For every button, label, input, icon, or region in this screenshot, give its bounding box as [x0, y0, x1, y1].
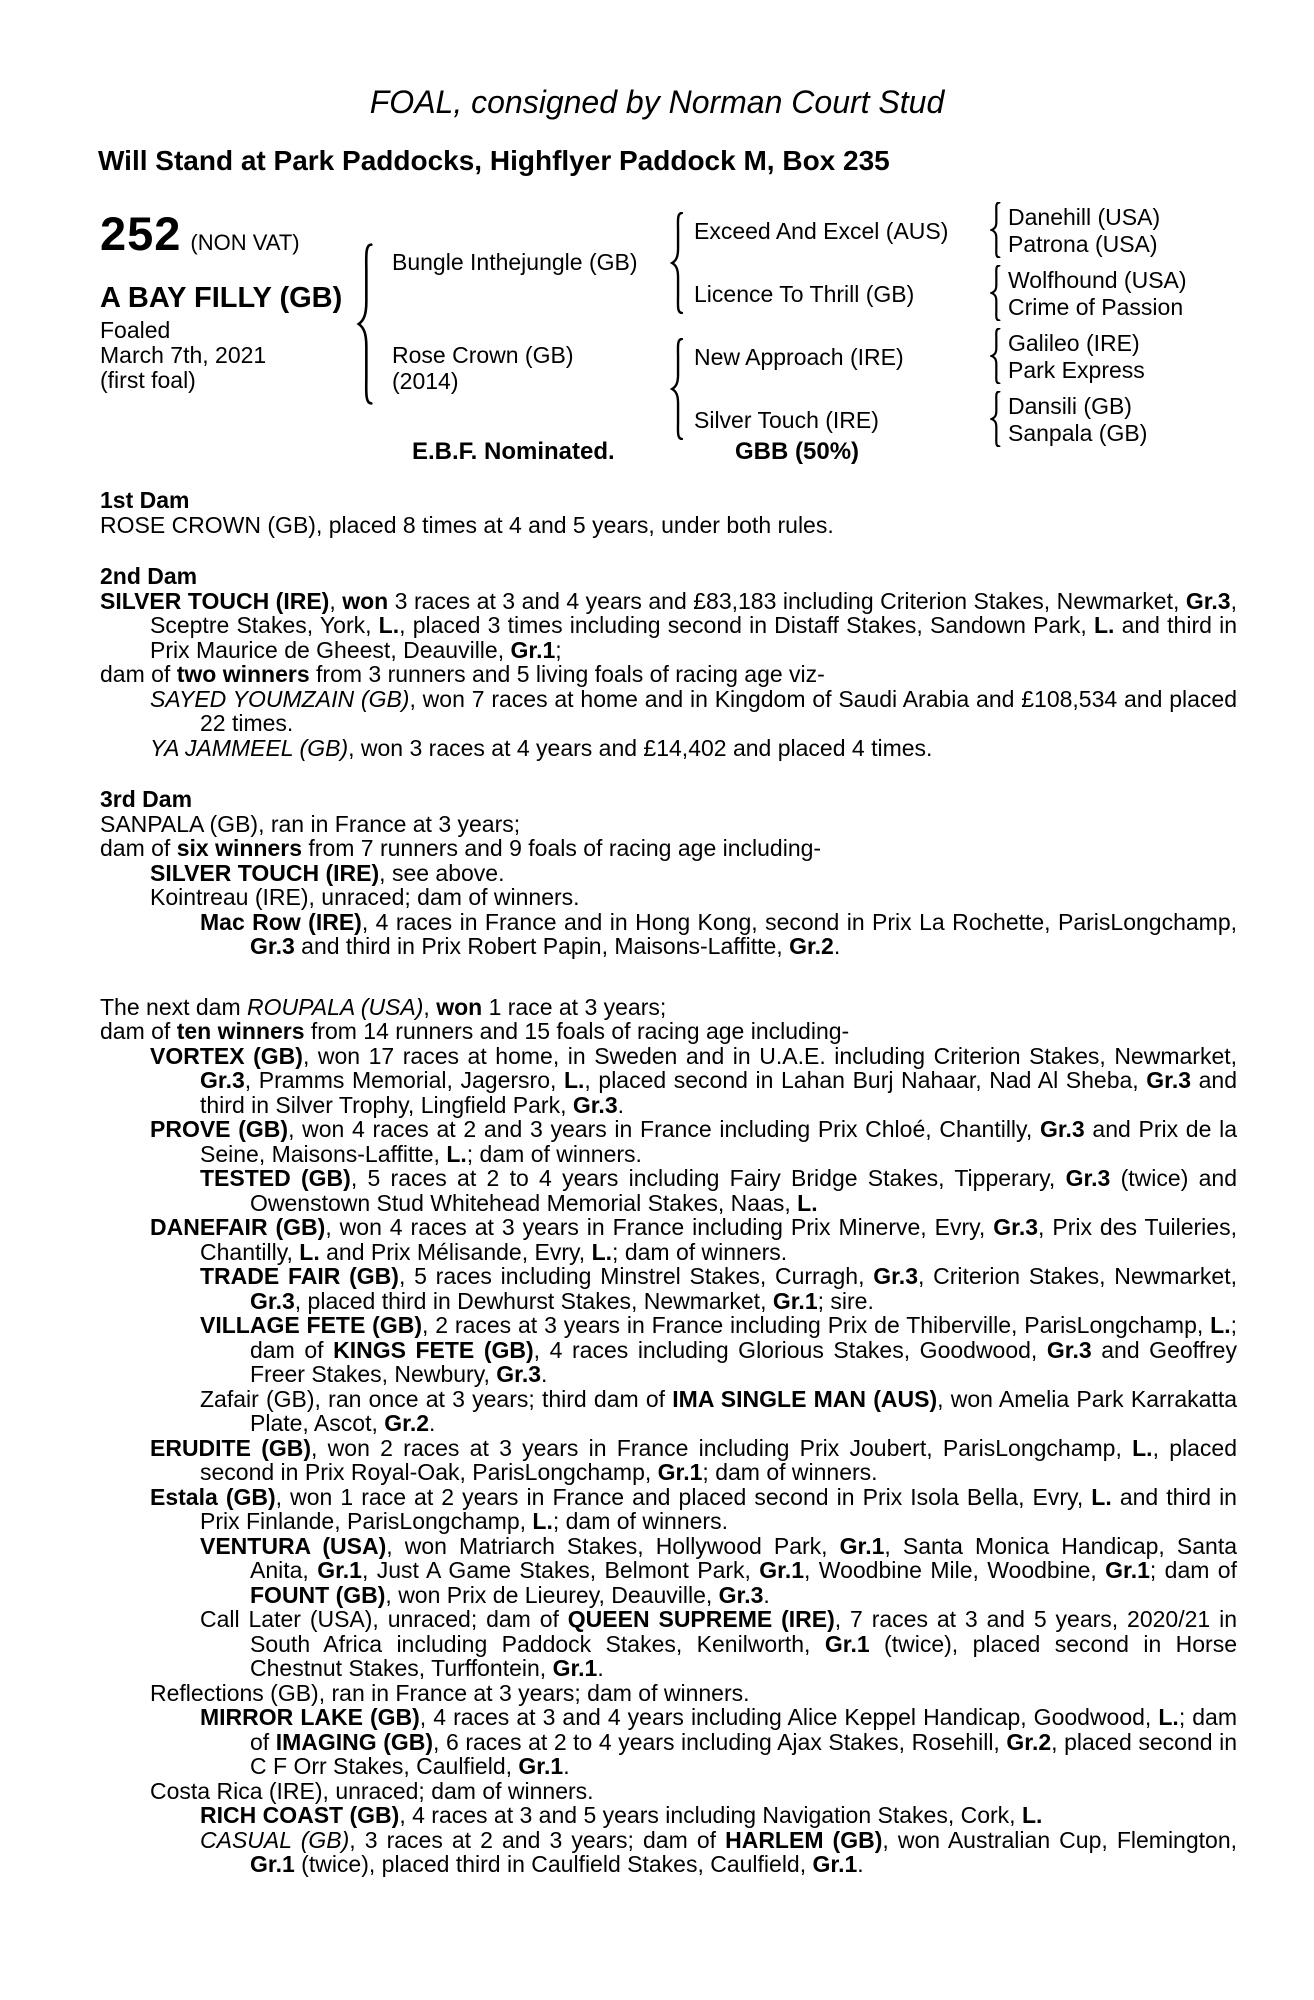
- page-title: FOAL, consigned by Norman Court Stud: [369, 84, 945, 120]
- pedigree-text: [100, 488, 1237, 1877]
- vat-status: (NON VAT): [190, 230, 300, 255]
- pedigree-paragraph: PROVE (GB), won 4 races at 2 and 3 years in France including Prix Chloé, Chantilly, Gr.3 and Prix de la Seine, Maisons-Laffitte, L.; dam of winners.: [150, 1116, 1238, 1167]
- section-gap: [100, 537, 1237, 564]
- pedigree-paragraph: dam of six winners from 7 runners and 9 foals of racing age including-: [100, 835, 822, 861]
- brace-icon: [990, 328, 1001, 384]
- brace-icon: [670, 212, 684, 314]
- great-granddam-name: Patrona (USA): [1008, 231, 1158, 257]
- horse-name: A BAY FILLY (GB): [100, 282, 343, 314]
- foaled-label: Foaled: [100, 317, 171, 343]
- pedigree-paragraph: SILVER TOUCH (IRE), won 3 races at 3 and 4 years and £83,183 including Criterion Stakes, Newmarket, Gr.3, Sceptre Stakes, York, L., placed 3 times including second in Distaff Stakes, Sandown Park, L. and third in Prix Maurice de Gheest, Deauville, Gr.1;: [100, 587, 1237, 663]
- pedigree-paragraph: DANEFAIR (GB), won 4 races at 3 years in France including Prix Minerve, Evry, Gr.3, Prix des Tuileries, Chantilly, L. and Prix Mélisande, Evry, L.; dam of winners.: [150, 1214, 1237, 1265]
- gbb-status-label: GBB (50%): [735, 438, 860, 465]
- sires-dam-name: Licence To Thrill (GB): [694, 281, 915, 307]
- pedigree-paragraph: VORTEX (GB), won 17 races at home, in Sweden and in U.A.E. including Criterion Stakes, Newmarket, Gr.3, Pramms Memorial, Jagersro, L., placed second in Lahan Burj Nahaar, Nad Al Sheba, Gr.3 and third in Silver Trophy, Lingfield Park, Gr.3.: [150, 1042, 1238, 1118]
- pedigree-paragraph: CASUAL (GB), 3 races at 2 and 3 years; dam of HARLEM (GB), won Australian Cup, Flemington, Gr.1 (twice), placed third in Caulfield Stakes, Caulfield, Gr.1.: [200, 1826, 1238, 1877]
- pedigree-paragraph: dam of ten winners from 14 runners and 15 foals of racing age including-: [100, 1018, 850, 1044]
- pedigree-paragraph: Estala (GB), won 1 race at 2 years in France and placed second in Prix Isola Bella, Evry, L. and third in Prix Finlande, ParisLongchamp, L.; dam of winners.: [150, 1483, 1237, 1534]
- dam-year: (2014): [392, 368, 459, 394]
- great-granddam-name: Crime of Passion: [1008, 294, 1184, 320]
- brace-icon: [670, 338, 684, 440]
- great-grandsire-name: Danehill (USA): [1008, 204, 1161, 230]
- sire-name: Bungle Inthejungle (GB): [392, 249, 638, 275]
- brace-icon: [990, 202, 1001, 258]
- pedigree-paragraph: VENTURA (USA), won Matriarch Stakes, Hollywood Park, Gr.1, Santa Monica Handicap, Santa Anita, Gr.1, Just A Game Stakes, Belmont Park, Gr.1, Woodbine Mile, Woodbine, Gr.1; dam of FOUNT (GB), won Prix de Lieurey, Deauville, Gr.3.: [200, 1532, 1238, 1608]
- brace-icon: [356, 243, 374, 405]
- stand-location-line: Will Stand at Park Paddocks, Highflyer Paddock M, Box 235: [98, 145, 890, 176]
- great-grandsire-name: Wolfhound (USA): [1008, 267, 1187, 293]
- brace-icon: [990, 265, 1001, 321]
- pedigree-paragraph: SILVER TOUCH (IRE), see above.: [150, 859, 505, 886]
- pedigree-paragraph: The next dam ROUPALA (USA), won 1 race at 3 years;: [100, 993, 667, 1020]
- foal-note: (first foal): [100, 367, 196, 393]
- great-granddam-name: Park Express: [1008, 357, 1145, 383]
- pedigree-paragraph: MIRROR LAKE (GB), 4 races at 3 and 4 years including Alice Keppel Handicap, Goodwood, L.; dam of IMAGING (GB), 6 races at 2 to 4 years including Ajax Stakes, Rosehill, Gr.2, placed second in C F Orr Stakes, Caulfield, Gr.1.: [200, 1704, 1238, 1779]
- great-grandsire-name: Galileo (IRE): [1008, 330, 1140, 356]
- pedigree-paragraph: VILLAGE FETE (GB), 2 races at 3 years in France including Prix de Thiberville, ParisLongchamp, L.; dam of KINGS FETE (GB), 4 races including Glorious Stakes, Goodwood, Gr.3 and Geoffrey Freer Stakes, Newbury, Gr.3.: [200, 1312, 1237, 1387]
- section-gap: [100, 760, 1237, 787]
- pedigree-paragraph: SANPALA (GB), ran in France at 3 years;: [100, 810, 521, 837]
- dam-heading: 3rd Dam: [100, 786, 193, 812]
- pedigree-paragraph: Zafair (GB), ran once at 3 years; third dam of IMA SINGLE MAN (AUS), won Amelia Park Karrakatta Plate, Ascot, Gr.2.: [200, 1385, 1238, 1436]
- pedigree-paragraph: TRADE FAIR (GB), 5 races including Minstrel Stakes, Curragh, Gr.3, Criterion Stakes, Newmarket, Gr.3, placed third in Dewhurst Stakes, Newmarket, Gr.1; sire.: [200, 1263, 1237, 1314]
- sires-sire-name: Exceed And Excel (AUS): [694, 218, 949, 244]
- lot-line: [100, 206, 300, 261]
- pedigree-paragraph: TESTED (GB), 5 races at 2 to 4 years including Fairy Bridge Stakes, Tipperary, Gr.3 (twice) and Owenstown Stud Whitehead Memorial Stakes, Naas, L.: [200, 1165, 1237, 1216]
- pedigree-paragraph: RICH COAST (GB), 4 races at 3 and 5 years including Navigation Stakes, Cork, L.: [200, 1802, 1043, 1828]
- pedigree-paragraph: dam of two winners from 3 runners and 5 living foals of racing age viz-: [100, 661, 825, 687]
- dam-heading: 1st Dam: [100, 487, 190, 513]
- foaled-date: March 7th, 2021: [100, 342, 267, 368]
- horse-details: [100, 282, 342, 393]
- pedigree-paragraph: YA JAMMEEL (GB), won 3 races at 4 years and £14,402 and placed 4 times.: [150, 734, 933, 761]
- pedigree-paragraph: Call Later (USA), unraced; dam of QUEEN SUPREME (IRE), 7 races at 3 and 5 years, 2020/21 in South Africa including Paddock Stakes, Kenilworth, Gr.1 (twice), placed second in Horse Chestnut Stakes, Turffontein, Gr.1.: [200, 1606, 1237, 1681]
- pedigree-paragraph: Costa Rica (IRE), unraced; dam of winners.: [150, 1777, 594, 1804]
- dams-sire-name: New Approach (IRE): [694, 344, 904, 370]
- ebf-nominated-label: E.B.F. Nominated.: [412, 438, 615, 465]
- pedigree-paragraph: Mac Row (IRE), 4 races in France and in Hong Kong, second in Prix La Rochette, ParisLongchamp, Gr.3 and third in Prix Robert Papin, Maisons-Laffitte, Gr.2.: [200, 908, 1238, 959]
- section-gap: [100, 959, 1237, 995]
- great-grandsire-name: Dansili (GB): [1008, 393, 1132, 419]
- lot-number: 252: [100, 207, 182, 260]
- pedigree-paragraph: Reflections (GB), ran in France at 3 years; dam of winners.: [150, 1679, 750, 1706]
- dam-heading: 2nd Dam: [100, 563, 198, 589]
- pedigree-paragraph: SAYED YOUMZAIN (GB), won 7 races at home and in Kingdom of Saudi Arabia and £108,534 and placed 22 times.: [150, 685, 1237, 736]
- great-granddam-name: Sanpala (GB): [1008, 420, 1148, 446]
- dams-dam-name: Silver Touch (IRE): [694, 407, 879, 433]
- pedigree-paragraph: Kointreau (IRE), unraced; dam of winners.: [150, 884, 580, 910]
- pedigree-paragraph: ROSE CROWN (GB), placed 8 times at 4 and 5 years, under both rules.: [100, 511, 834, 538]
- dam-name: Rose Crown (GB): [392, 342, 574, 368]
- pedigree-paragraph: ERUDITE (GB), won 2 races at 3 years in France including Prix Joubert, ParisLongchamp, L., placed second in Prix Royal-Oak, ParisLongchamp, Gr.1; dam of winners.: [150, 1434, 1237, 1485]
- brace-icon: [990, 391, 1001, 447]
